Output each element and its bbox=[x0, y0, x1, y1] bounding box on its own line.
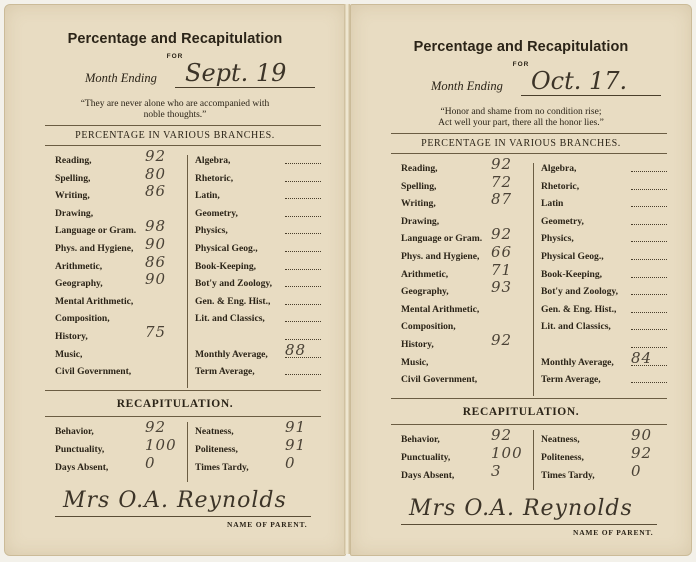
recapitulation-title: RECAPITULATION. bbox=[116, 397, 234, 410]
subject-label: Book-Keeping, bbox=[541, 268, 603, 280]
dotted-fill-line bbox=[631, 294, 667, 295]
dotted-fill-line bbox=[631, 259, 667, 260]
section-rule-top bbox=[391, 133, 667, 134]
subject-grade: 88 bbox=[285, 340, 307, 359]
subject-label: Geometry, bbox=[195, 207, 238, 219]
subject-label: Drawing, bbox=[55, 207, 94, 219]
recap-label: Behavior, bbox=[55, 425, 94, 437]
dotted-fill-line bbox=[631, 189, 667, 190]
recap-value: 90 bbox=[631, 425, 653, 444]
dotted-fill-line bbox=[285, 181, 321, 182]
subject-label: Term Average, bbox=[195, 366, 255, 378]
dotted-fill-line bbox=[631, 329, 667, 330]
subject-label: Civil Government, bbox=[401, 374, 478, 386]
subject-label: Physics, bbox=[195, 225, 228, 237]
dotted-fill-line bbox=[285, 304, 321, 305]
recap-label: Days Absent, bbox=[401, 469, 455, 481]
page-title: Percentage and Recapitulation bbox=[413, 39, 629, 55]
dotted-fill-line bbox=[631, 171, 667, 172]
subject-row bbox=[5, 340, 345, 366]
section-rule-bottom bbox=[45, 145, 321, 146]
for-label: FOR bbox=[512, 61, 530, 68]
parent-signature-line bbox=[55, 516, 311, 517]
subject-row bbox=[351, 233, 691, 250]
subject-label: Mental Arithmetic, bbox=[55, 295, 134, 307]
recap-rule-top bbox=[45, 390, 321, 391]
subject-row bbox=[351, 304, 691, 321]
recap-label: Punctuality, bbox=[401, 451, 451, 463]
subject-label: Language or Gram. bbox=[55, 225, 137, 237]
section-rule-top bbox=[45, 125, 321, 126]
dotted-fill-line bbox=[285, 321, 321, 322]
subject-label: Bot'y and Zoology, bbox=[541, 286, 619, 298]
section-rule-bottom bbox=[391, 153, 667, 154]
percentage-section-title: PERCENTAGE IN VARIOUS BRANCHES. bbox=[421, 138, 621, 149]
month-ending-line bbox=[521, 95, 661, 96]
subject-label: Monthly Average, bbox=[541, 356, 614, 368]
right-page bbox=[350, 4, 692, 556]
subject-label: Rhetoric, bbox=[541, 180, 580, 192]
dotted-fill-line bbox=[285, 269, 321, 270]
percentage-section-title: PERCENTAGE IN VARIOUS BRANCHES. bbox=[75, 130, 275, 141]
subject-row bbox=[5, 155, 345, 172]
recap-value: 0 bbox=[631, 461, 642, 480]
parent-name-label: NAME OF PARENT. bbox=[573, 527, 654, 537]
left-page bbox=[4, 4, 346, 556]
recap-value: 3 bbox=[491, 461, 502, 480]
dotted-fill-line bbox=[285, 374, 321, 375]
subject-label: Lit. and Classics, bbox=[541, 321, 611, 333]
dotted-fill-line bbox=[285, 286, 321, 287]
subject-label: Geometry, bbox=[541, 215, 584, 227]
motto-quote-line: “They are never alone who are accompanied with bbox=[80, 99, 270, 109]
recap-row bbox=[5, 453, 345, 479]
subject-label: Phys. and Hygiene, bbox=[55, 243, 134, 254]
subject-row bbox=[5, 243, 345, 260]
subject-label: Writing, bbox=[55, 190, 90, 202]
subject-grade: 92 bbox=[145, 147, 167, 165]
subject-grade: 72 bbox=[491, 172, 513, 191]
subject-label: Phys. and Hygiene, bbox=[401, 251, 480, 262]
dotted-fill-line bbox=[631, 241, 667, 242]
recap-value: 92 bbox=[145, 417, 167, 436]
subject-label: Mental Arithmetic, bbox=[401, 303, 480, 315]
report-card-spread bbox=[4, 4, 692, 558]
subject-grade: 90 bbox=[145, 235, 167, 253]
subject-label: Algebra, bbox=[195, 155, 231, 166]
subject-grade: 92 bbox=[491, 155, 513, 173]
subject-grade: 98 bbox=[145, 217, 167, 236]
subject-row bbox=[5, 261, 345, 278]
subject-grade: 71 bbox=[491, 260, 513, 279]
recap-value: 100 bbox=[145, 435, 177, 454]
subject-grade: 66 bbox=[491, 243, 513, 261]
month-ending-value: Oct. 17. bbox=[531, 67, 628, 95]
subject-grade: 84 bbox=[631, 348, 653, 367]
dotted-fill-line bbox=[285, 251, 321, 252]
subject-label: Physical Geog., bbox=[541, 251, 604, 262]
dotted-fill-line bbox=[631, 277, 667, 278]
subject-label: Composition, bbox=[401, 321, 456, 333]
subject-label: Spelling, bbox=[401, 180, 437, 192]
dotted-fill-line bbox=[631, 224, 667, 225]
parent-signature: Mrs O.A. Reynolds bbox=[409, 495, 633, 521]
motto-quote-line: noble thoughts.” bbox=[143, 110, 207, 120]
subject-row bbox=[351, 251, 691, 268]
recap-value: 100 bbox=[491, 443, 523, 462]
subject-label: History, bbox=[401, 339, 434, 350]
subject-row bbox=[351, 321, 691, 338]
recap-label: Behavior, bbox=[401, 433, 440, 445]
subject-label: Latin bbox=[541, 198, 564, 210]
recap-rule-bottom bbox=[45, 416, 321, 417]
recap-value: 92 bbox=[491, 425, 513, 444]
subject-grade: 86 bbox=[145, 252, 167, 271]
subject-label: Drawing, bbox=[401, 215, 440, 227]
subject-grade: 90 bbox=[145, 270, 167, 289]
subject-row bbox=[351, 216, 691, 233]
month-ending-value: Sept. 19 bbox=[185, 59, 287, 87]
parent-signature: Mrs O.A. Reynolds bbox=[63, 487, 287, 513]
recap-label: Punctuality, bbox=[55, 443, 105, 455]
subject-label: Algebra, bbox=[541, 163, 577, 174]
subject-label: History, bbox=[55, 331, 88, 342]
recap-value: 92 bbox=[631, 443, 653, 462]
subject-label: Spelling, bbox=[55, 172, 91, 184]
motto-quote-line: Act well your part, there all the honor lies.” bbox=[438, 118, 604, 128]
month-ending-label: Month Ending bbox=[431, 79, 503, 93]
subject-label: Bot'y and Zoology, bbox=[195, 278, 273, 290]
parent-name-label: NAME OF PARENT. bbox=[227, 519, 308, 529]
subject-grade: 93 bbox=[491, 278, 513, 297]
subject-label: Geography, bbox=[401, 286, 449, 298]
recap-value: 0 bbox=[145, 453, 156, 472]
recap-label: Days Absent, bbox=[55, 461, 109, 473]
parent-signature-line bbox=[401, 524, 657, 525]
subject-grade: 86 bbox=[145, 182, 167, 201]
subject-row bbox=[5, 313, 345, 330]
subject-row bbox=[5, 366, 345, 383]
subject-label: Language or Gram. bbox=[401, 233, 483, 245]
subject-row bbox=[351, 163, 691, 180]
subject-row bbox=[351, 269, 691, 286]
month-ending-line bbox=[175, 87, 315, 88]
subject-label: Book-Keeping, bbox=[195, 260, 257, 272]
subject-label: Rhetoric, bbox=[195, 172, 234, 184]
subject-grade: 75 bbox=[145, 323, 167, 341]
dotted-fill-line bbox=[631, 382, 667, 383]
recap-rule-bottom bbox=[391, 424, 667, 425]
subject-row bbox=[351, 348, 691, 374]
recap-value: 91 bbox=[285, 417, 307, 436]
subject-label: Gen. & Eng. Hist., bbox=[195, 295, 271, 307]
subject-label: Arithmetic, bbox=[55, 260, 103, 272]
motto-quote-line: “Honor and shame from no condition rise; bbox=[440, 107, 602, 117]
subject-row bbox=[5, 296, 345, 313]
recap-value: 0 bbox=[285, 453, 296, 472]
recap-label: Times Tardy, bbox=[195, 461, 249, 473]
recap-label: Politeness, bbox=[195, 443, 238, 455]
subject-row bbox=[351, 198, 691, 215]
subject-label: Writing, bbox=[401, 198, 436, 210]
subject-label: Composition, bbox=[55, 313, 110, 325]
recap-row bbox=[351, 461, 691, 487]
subject-label: Music, bbox=[401, 356, 429, 368]
for-label: FOR bbox=[166, 53, 184, 60]
dotted-fill-line bbox=[285, 216, 321, 217]
subject-row bbox=[5, 173, 345, 190]
motto-quote bbox=[5, 99, 345, 121]
subject-label: Geography, bbox=[55, 278, 103, 290]
subject-row bbox=[351, 286, 691, 303]
dotted-fill-line bbox=[631, 206, 667, 207]
subject-label: Physical Geog., bbox=[195, 243, 258, 254]
subject-label: Reading, bbox=[55, 155, 92, 166]
dotted-fill-line bbox=[285, 163, 321, 164]
subject-row bbox=[351, 181, 691, 198]
dotted-fill-line bbox=[285, 198, 321, 199]
recap-label: Times Tardy, bbox=[541, 469, 595, 481]
subject-row bbox=[5, 190, 345, 207]
recapitulation-title: RECAPITULATION. bbox=[462, 405, 580, 418]
recap-rule-top bbox=[391, 398, 667, 399]
subject-grade: 92 bbox=[491, 331, 513, 349]
subject-row bbox=[5, 278, 345, 295]
dotted-fill-line bbox=[631, 312, 667, 313]
subject-label: Lit. and Classics, bbox=[195, 313, 265, 325]
subject-label: Monthly Average, bbox=[195, 348, 268, 360]
subject-label: Reading, bbox=[401, 163, 438, 174]
subject-label: Music, bbox=[55, 348, 83, 360]
subject-label: Gen. & Eng. Hist., bbox=[541, 303, 617, 315]
motto-quote bbox=[351, 107, 691, 129]
subject-row bbox=[5, 208, 345, 225]
subject-row bbox=[351, 374, 691, 391]
subject-grade: 80 bbox=[145, 164, 167, 183]
subject-label: Physics, bbox=[541, 233, 574, 245]
dotted-fill-line bbox=[285, 233, 321, 234]
subject-row bbox=[5, 225, 345, 242]
recap-label: Neatness, bbox=[541, 433, 580, 445]
recap-value: 91 bbox=[285, 435, 307, 454]
subject-label: Term Average, bbox=[541, 374, 601, 386]
page-title: Percentage and Recapitulation bbox=[67, 31, 283, 47]
subject-label: Civil Government, bbox=[55, 366, 132, 378]
subject-label: Arithmetic, bbox=[401, 268, 449, 280]
subject-grade: 92 bbox=[491, 225, 513, 244]
subject-label: Latin, bbox=[195, 190, 220, 202]
month-ending-label: Month Ending bbox=[85, 71, 157, 85]
subject-grade: 87 bbox=[491, 190, 513, 209]
recap-label: Neatness, bbox=[195, 425, 234, 437]
recap-label: Politeness, bbox=[541, 451, 584, 463]
